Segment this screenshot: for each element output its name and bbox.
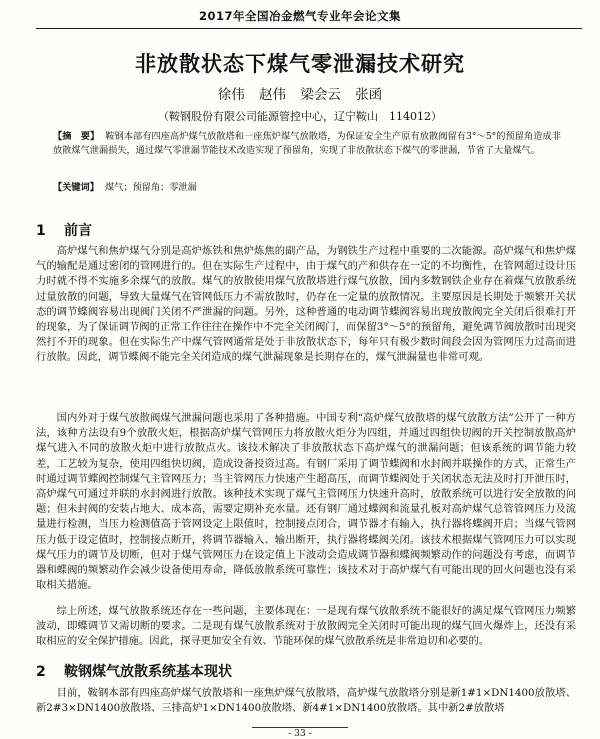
author-name: 梁会云 bbox=[300, 87, 341, 103]
section-number: 2 bbox=[36, 664, 46, 680]
abstract bbox=[53, 130, 561, 158]
keywords-text: 煤气；预留角；零泄漏 bbox=[104, 182, 197, 193]
keywords bbox=[53, 181, 561, 195]
header-rule bbox=[36, 28, 582, 29]
body-paragraph: 国内外对于煤气放散阀煤气泄漏问题也采用了各种措施。中国专利“高炉煤气放散塔的煤气放散方法”公开了一种方法，该种方法设有9个放散火炬，根据高炉煤气管网压力将放散火炬分为四组，并通过四组快切阀的开关控制放散高炉煤气进入不同的放散火炬中进行放散点火。该技术解决了非放散状态下高炉煤气的泄漏问题；但该系统的调节能力较差，工艺较为复杂，使用四组快切阀，造成设备投资过高。有钢厂采用了调节蝶阀和水封阀并联操作的方式，正常生产时通过调节蝶阀控制煤气主管网压力；当主管网压力快速产生超高压，而调节蝶阀处于关闭状态无法及时打开泄压时，高炉煤气可通过并联的水封阀进行放散。该种技术实现了煤气主管网压力快速升高时，放散系统可以进行安全放散的问题；但未封阀的安装占地大、成本高，需要定期补充水量。还有钢厂通过蝶阀和流量孔板对高炉煤气总管管网压力及流量进行检测，当压力检测值高于管网设定上限值时，控制接点闭合，调节器才有输入，执行器将蝶阀开启；当煤气管网压力低于设定值时，控制接点断开，将调节器输入、输出断开，执行器将蝶阀关闭。该技术根据煤气管网压力可以实现煤气压力的调节及切断，但对于煤气管网压力在设定值上下波动会造成调节器和蝶阀频繁动作的问题没有考虑，而调节器和蝶阀的频繁动作会减少设备使用寿命，降低放散系统可靠性；该技术对于高炉煤气有可能出现的回火问题也没有采取相关措施。 bbox=[36, 412, 576, 592]
section-heading-status bbox=[36, 661, 232, 681]
paper-title: 非放散状态下煤气零泄漏技术研究 bbox=[135, 52, 465, 76]
author-list bbox=[0, 83, 600, 103]
body-paragraph: 高炉煤气和焦炉煤气分别是高炉炼铁和焦炉炼焦的副产品，为钢铁生产过程中重要的二次能源。高炉煤气和焦炉煤气的输配是通过密闭的管网进行的。但在实际生产过程中，由于煤气的产和供存在一定的不均衡性，在管网超过设计压力时就不得不实施多余煤气的放散。煤气的放散使用煤气放散塔进行煤气放散，国内多数钢铁企业存在着煤气放散系统过量放散的问题，导致大量煤气在管网低压力不需放散时，仍存在一定量的放散情况。主要原因是长期处于频繁开关状态的调节蝶阀容易出现阀门关闭不严泄漏的问题。另外，这种普通的电动调节蝶阀容易出现放散阀完全关闭后很难打开的现象，为了保证调节阀的正常工作往往在操作中不完全关闭阀门，而保留3°～5°的预留角，避免调节阀放散时出现突然打不开的现象。但在实际生产中煤气管网通常是处于非放散状态下，每年只有极少数时间段会因为管网压力过高而进行放散。因此，调节蝶阀不能完全关闭造成的煤气泄漏现象是长期存在的，煤气泄漏量也非常可观。 bbox=[36, 245, 576, 364]
footer-rule bbox=[252, 727, 348, 728]
affiliation: （鞍钢股份有限公司能源管控中心，辽宁鞍山 114012） bbox=[158, 110, 442, 123]
body-paragraph: 目前，鞍钢本部有四座高炉煤气放散塔和一座焦炉煤气放散塔，高炉煤气放散塔分别是新1#1×DN1400放散塔、新2#3×DN1400放散塔、三排高炉1×DN1400放散塔、新4#1×DN1400放散塔。其中新2#放散塔 bbox=[36, 687, 576, 715]
author-name: 张函 bbox=[355, 87, 383, 103]
section-title: 前言 bbox=[64, 223, 92, 239]
page-number: - 33 - bbox=[288, 729, 312, 739]
section-heading-introduction bbox=[36, 220, 92, 240]
author-name: 赵伟 bbox=[259, 87, 287, 103]
section-title: 鞍钢煤气放散系统基本现状 bbox=[64, 664, 232, 680]
author-name: 徐伟 bbox=[217, 87, 245, 103]
running-header: 2017年全国冶金燃气专业年会论文集 bbox=[198, 9, 401, 23]
keywords-label: 【关键词】 bbox=[53, 182, 99, 193]
body-paragraph: 综上所述，煤气放散系统还存在一些问题，主要体现在：一是现有煤气放散系统不能很好的满足煤气管网压力频繁波动，即蝶调节又需切断的要求。二是现有煤气放散系统对于放散阀完全关闭时可能出现的煤气回火爆炸上，还没有采取相应的安全保护措施。因此，探寻更加安全有效、节能环保的煤气放散系统是非常迫切和必要的。 bbox=[36, 605, 576, 648]
abstract-label: 【摘 要】 bbox=[53, 131, 100, 142]
section-number: 1 bbox=[36, 223, 46, 239]
abstract-text: 鞍钢本部有四座高炉煤气放散塔和一座焦炉煤气放散塔，为保证安全生产原有放散阀留有3°～5°的预留角造成非放散煤气泄漏损失，通过煤气零泄漏节能技术改造实现了预留角，实现了非放散状态下煤气的零泄漏，节省了大量煤气。 bbox=[53, 131, 561, 156]
